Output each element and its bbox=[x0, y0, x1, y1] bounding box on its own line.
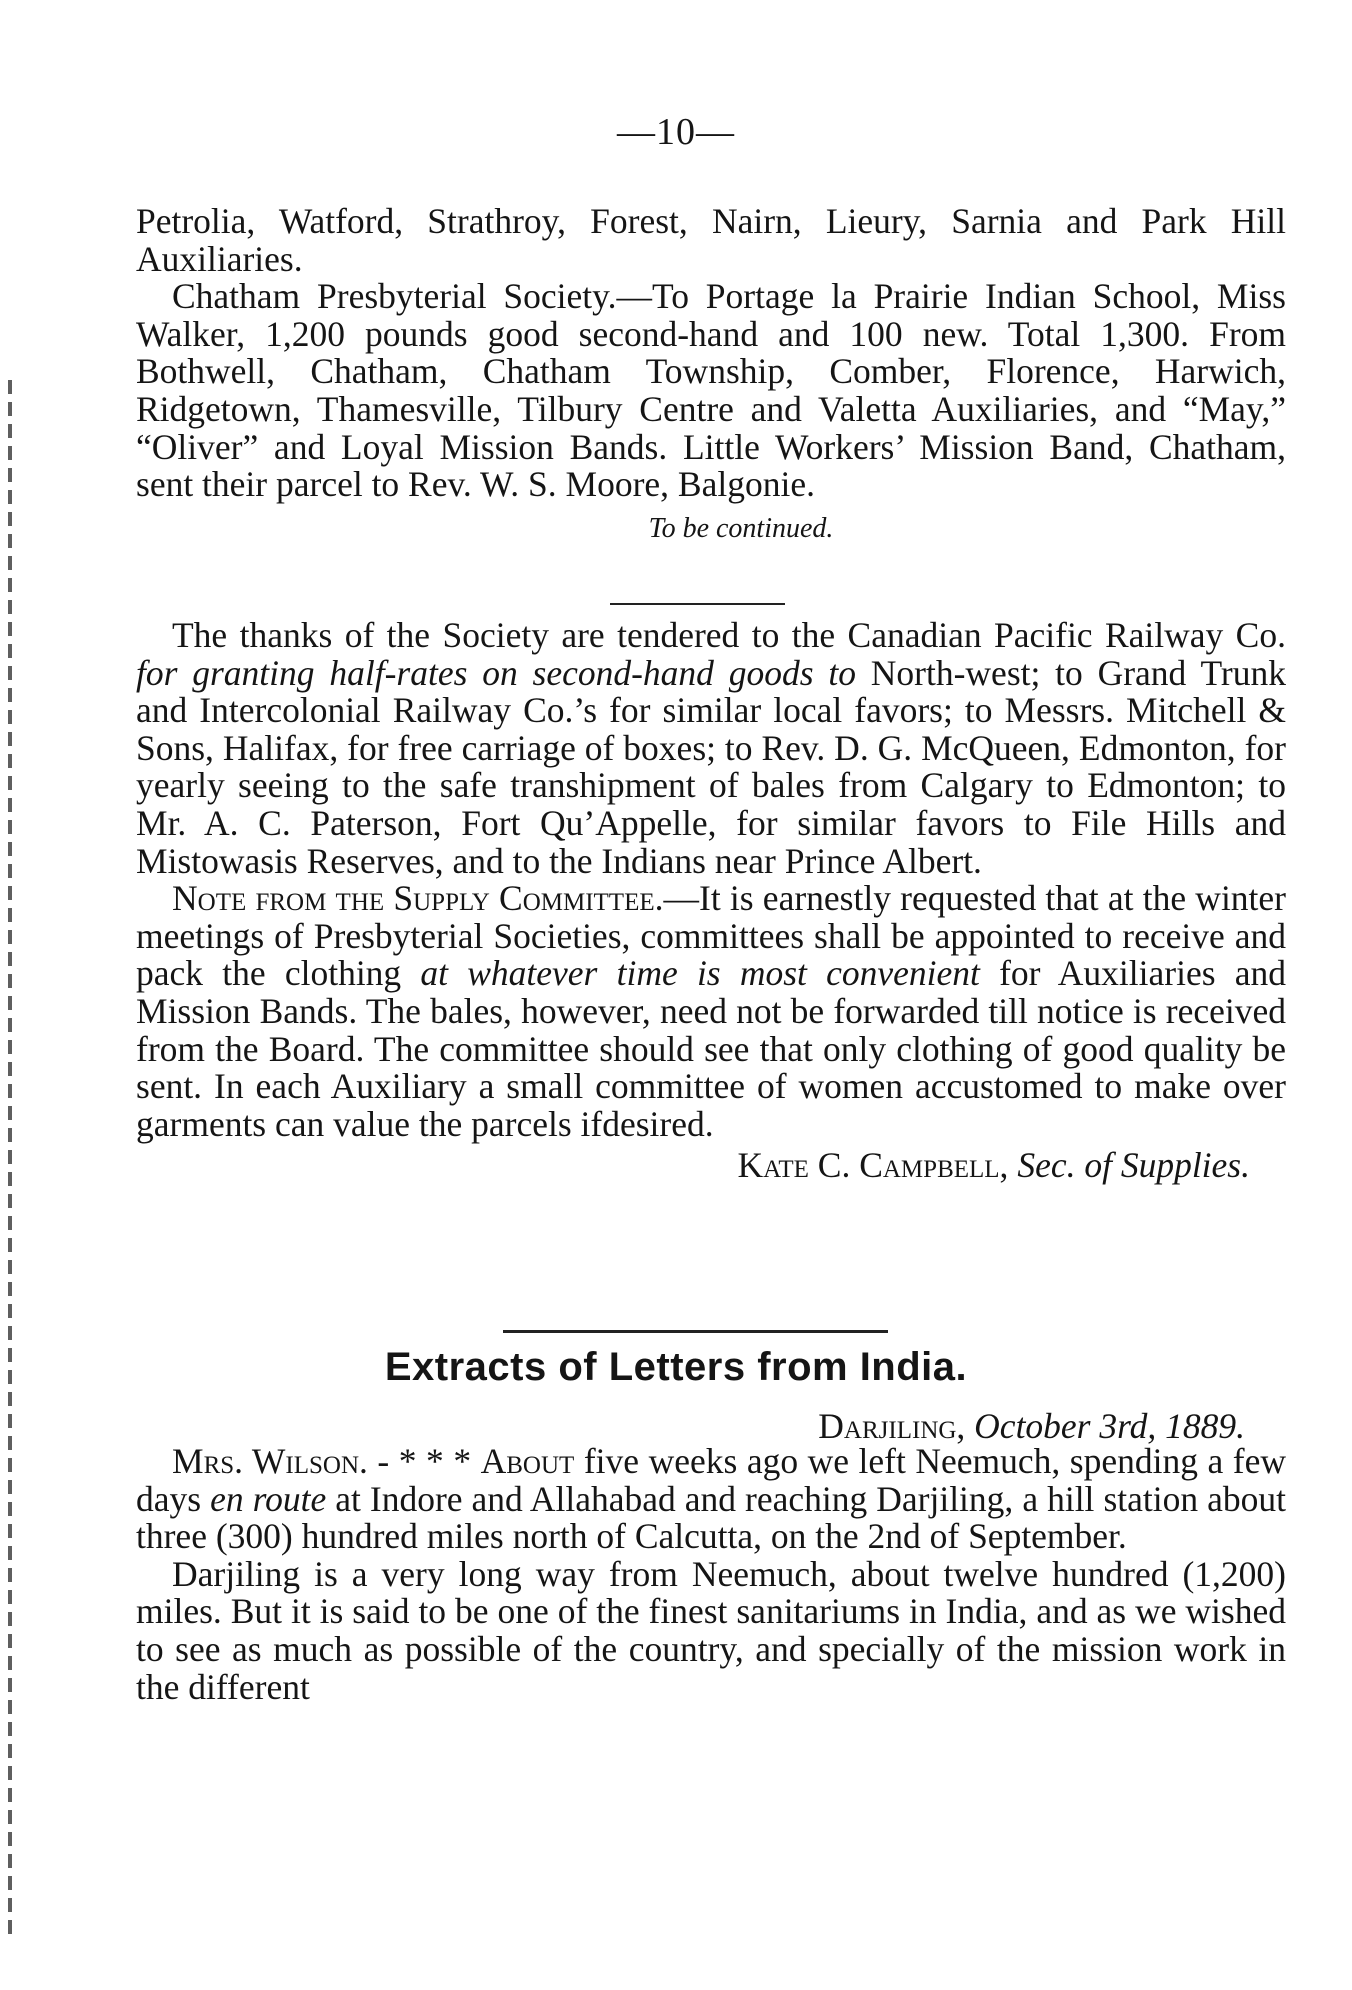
dateline-place: Darjiling, bbox=[818, 1406, 966, 1446]
thanks-text-a: The thanks of the Society are tendered to the Canadian Pacific Railway Co. bbox=[172, 615, 1286, 655]
auxiliaries-paragraph: Petrolia, Watford, Strathroy, Forest, Nairn, Lieury, Sarnia and Park Hill Auxiliaries. bbox=[136, 201, 1286, 279]
signature-name: Kate C. Campbell, bbox=[737, 1145, 1009, 1186]
note-text-c: for Auxiliaries and Mission Bands. The bales, however, need not be forwarded till notice is received from the Board. The committee should see that only clothing of good quality be sent. In each Auxiliary a small committee of women accustomed to make over garments can value the parcels ifdesired. bbox=[136, 953, 1286, 1144]
signature-title: Sec. of Supplies. bbox=[1017, 1145, 1250, 1186]
letter-text-a: five weeks ago we left Neemuch, spending a few days bbox=[136, 1441, 1286, 1519]
note-text-italic: at whatever time is most convenient bbox=[420, 953, 980, 994]
thanks-text-italic: for granting half-rates on second-hand goods to bbox=[136, 652, 856, 693]
page-number: —10— bbox=[617, 111, 735, 153]
section-divider-long bbox=[503, 1330, 888, 1333]
letter-body bbox=[136, 1443, 1286, 1706]
signature-line bbox=[136, 1147, 1250, 1185]
supply-committee-note bbox=[136, 880, 1286, 1143]
letter-text-italic: en route bbox=[210, 1478, 327, 1519]
chatham-paragraph: Chatham Presbyterial Society.—To Portage la Prairie Indian School, Miss Walker, 1,200 pounds good second-hand and 100 new. Total 1,300. From Bothwell, Chatham, Chatham Township, Comber, Florence, Harwich, Ridgetown, Thamesville, Tilbury Centre and Valetta Auxiliaries, and “May,” “Oliver” and Loyal Mission Bands. Little Workers’ Mission Band, Chatham, sent their parcel to Rev. W. S. Moore, Balgonie. bbox=[136, 276, 1286, 505]
thanks-text-c: North-west; to Grand Trunk and Intercolonial Railway Co.’s for similar local favors; to Messrs. Mitchell & Sons, Halifax, for free carriage of boxes; to Rev. D. G. McQueen, Edmonton, for yearly seeing to the safe transhipment of bales from Calgary to Edmonton; to Mr. A. C. Paterson, Fort Qu’Appelle, for similar favors to File Hills and Mistowasis Reserves, and to the Indians near Prince Albert. bbox=[136, 652, 1286, 881]
note-text-a: —It is earnestly requested that at the winter meetings of Presbyterial Societies, committees shall be appointed to receive and pack the clothing bbox=[136, 878, 1286, 994]
thanks-paragraph bbox=[136, 617, 1286, 880]
dateline-date: October 3rd, 1889. bbox=[974, 1406, 1245, 1446]
note-heading: Note from the Supply Committee. bbox=[172, 878, 664, 919]
binding-edge-marks bbox=[8, 380, 12, 1940]
to-be-continued-note: To be continued. bbox=[648, 512, 834, 544]
letters-heading: Extracts of Letters from India. bbox=[384, 1345, 968, 1389]
letter-text-b: at Indore and Allahabad and reaching Darjiling, a hill station about three (300) hundred miles north of Calcutta, on the 2nd of September. bbox=[136, 1478, 1286, 1557]
letter-paragraph-1 bbox=[136, 1443, 1286, 1556]
letter-speaker: Mrs. Wilson. bbox=[172, 1441, 368, 1481]
section-divider-short bbox=[610, 603, 785, 605]
letter-separator: - * * * bbox=[367, 1441, 481, 1481]
letter-paragraph-2: Darjiling is a very long way from Neemuch, about twelve hundred (1,200) miles. But it is said to be one of the finest sanitariums in India, and as we wished to see as much as possible of the country, and specially of the mission work in the different bbox=[136, 1553, 1286, 1707]
supply-report-section bbox=[136, 203, 1286, 547]
letter-lead-word: About bbox=[480, 1441, 575, 1481]
thanks-and-note-section bbox=[136, 617, 1286, 1185]
